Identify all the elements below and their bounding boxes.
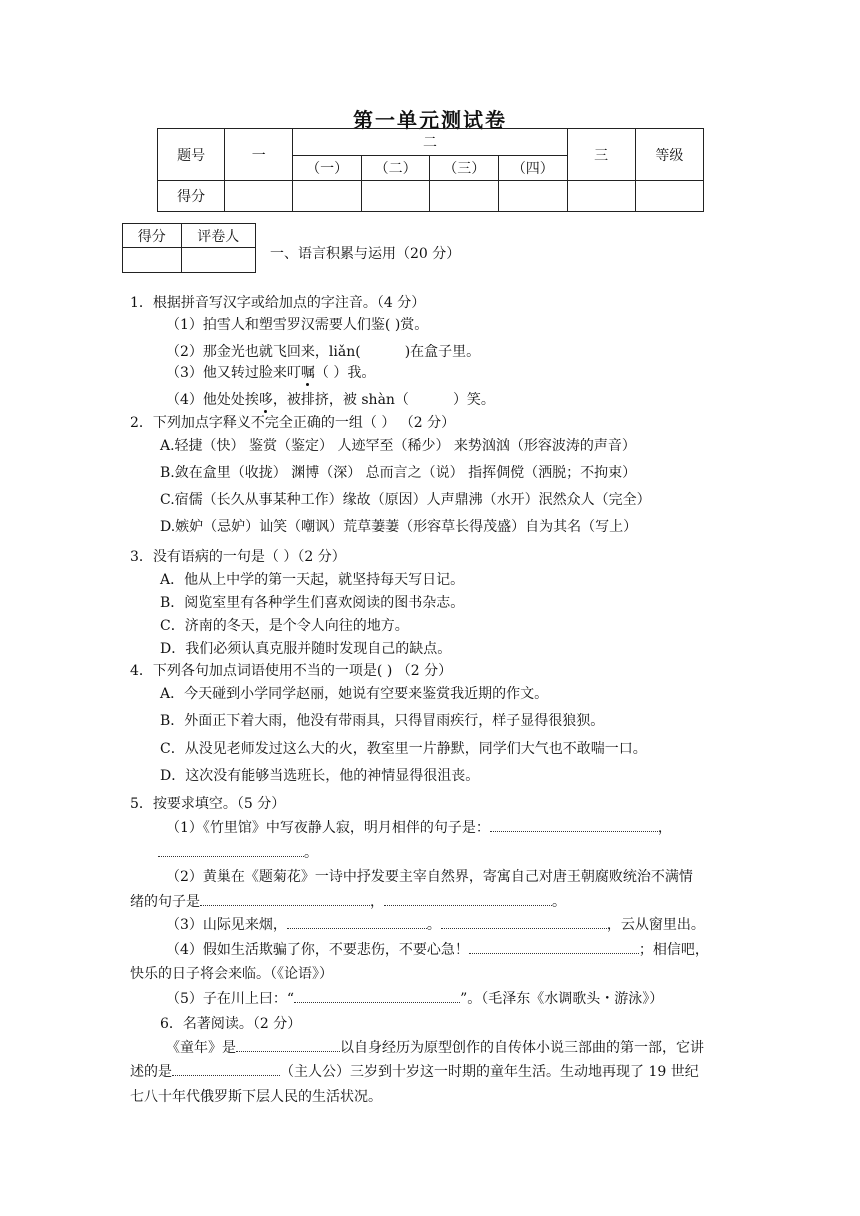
q1-stem: 1．根据拼音写汉字或给加点的字注音。（4 分）: [130, 295, 426, 311]
grader-score-cell[interactable]: [123, 248, 182, 273]
answer-blank[interactable]: [441, 914, 607, 929]
q5-item-4: （4）假如生活欺骗了你，不要悲伤，不要心急！ ；相信吧，: [166, 939, 709, 959]
header-sub-1: （一）: [293, 156, 362, 181]
q2-option-b[interactable]: B.敛在盒里（收拢） 渊博（深） 总而言之（说） 指挥倜傥（洒脱；不拘束）: [160, 465, 637, 481]
score-cell[interactable]: [499, 181, 568, 212]
answer-blank[interactable]: [490, 817, 658, 832]
grader-pingjuan-label: 评卷人: [181, 224, 255, 248]
score-cell[interactable]: [635, 181, 703, 212]
q5-item-4-cont: 快乐的日子将会来临。（《论语》）: [130, 966, 333, 982]
q4-option-b[interactable]: B．外面正下着大雨，他没有带雨具，只得冒雨疾行，样子显得很狼狈。: [160, 713, 605, 729]
answer-blank[interactable]: [200, 891, 370, 906]
header-sub-4: （四）: [499, 156, 568, 181]
header-sub-2: （二）: [361, 156, 430, 181]
q2-option-d[interactable]: D.嫉妒（忌妒）讪笑（嘲讽）荒草萋萋（形容草长得茂盛）自为其名（写上）: [160, 519, 638, 535]
section-heading: 一、语言积累与运用（20 分）: [270, 246, 461, 262]
header-tihao: 题号: [158, 129, 225, 181]
answer-blank[interactable]: [172, 1061, 280, 1076]
header-sub-3: （三）: [430, 156, 499, 181]
q4-stem: 4．下列各句加点词语使用不当的一项是( ) （2 分）: [130, 663, 453, 679]
q3-option-b[interactable]: B．阅览室里有各种学生们喜欢阅读的图书杂志。: [160, 595, 465, 611]
q5-item-2-cont: 绪的句子是 ， 。: [130, 891, 566, 911]
header-part-2: 二: [293, 129, 567, 156]
q4-option-a[interactable]: A．今天碰到小学同学赵丽，她说有空要来鉴赏我近期的作文。: [160, 686, 549, 702]
grader-name-cell[interactable]: [181, 248, 255, 273]
q5-item-2: （2）黄巢在《题菊花》一诗中抒发要主宰自然界，寄寓自己对唐王朝腐败统治不满情: [166, 869, 693, 885]
header-grade: 等级: [635, 129, 703, 181]
q5-item-1: （1）《竹里馆》中写夜静人寂，明月相伴的句子是： ，: [166, 817, 672, 837]
answer-blank[interactable]: [287, 914, 427, 929]
q5-item-5: （5）子在川上曰：“ ”。（毛泽东《水调歌头・游泳》）: [166, 988, 663, 1008]
q3-stem: 3．没有语病的一句是（ ）（2 分）: [130, 549, 346, 565]
q6-line-2: 述的是 （主人公）三岁到十岁这一时期的童年生活。生动地再现了 19 世纪: [130, 1061, 699, 1081]
score-cell[interactable]: [567, 181, 635, 212]
score-table: [157, 128, 704, 212]
row-label-defen: 得分: [158, 181, 225, 212]
q5-item-3: （3）山际见来烟， 。 ，云从窗里出。: [166, 914, 705, 934]
answer-blank[interactable]: [384, 891, 552, 906]
q4-option-c[interactable]: C．从没见老师发过这么大的火，教室里一片静默，同学们大气也不敢喘一口。: [160, 741, 647, 757]
answer-blank[interactable]: ( ): [384, 317, 401, 333]
q2-option-c[interactable]: C.宿儒（长久从事某种工作）缘故（原因）人声鼎沸（水开）泯然众人（完全）: [160, 492, 651, 508]
q1-item-2: （2）那金光也就飞回来，liǎn( )在盒子里。: [166, 344, 481, 360]
q2-option-a[interactable]: A.轻捷（快） 鉴赏（鉴定） 人迹罕至（稀少） 来势汹汹（形容波涛的声音）: [160, 438, 636, 454]
grader-box: [122, 223, 256, 273]
q6-line-1: 《童年》是 以自身经历为原型创作的自传体小说三部曲的第一部，它讲: [166, 1037, 704, 1057]
answer-blank[interactable]: [158, 842, 304, 857]
page-title: 第一单元测试卷: [353, 108, 507, 132]
q5-stem: 5．按要求填空。（5 分）: [130, 796, 286, 812]
answer-blank[interactable]: [294, 988, 460, 1003]
score-cell[interactable]: [361, 181, 430, 212]
q3-option-c[interactable]: C．济南的冬天，是个令人向往的地方。: [160, 618, 409, 634]
header-part-3: 三: [567, 129, 635, 181]
score-cell[interactable]: [293, 181, 362, 212]
q2-stem: 2．下列加点字释义不完全正确的一组（ ） （2 分）: [130, 415, 456, 431]
score-cell[interactable]: [225, 181, 293, 212]
q6-line-3: 七八十年代俄罗斯下层人民的生活状况。: [130, 1089, 382, 1105]
q3-option-a[interactable]: A．他从上中学的第一天起，就坚持每天写日记。: [160, 572, 465, 588]
q1-item-1: （1）拍雪人和塑雪罗汉需要人们鉴( )赏。: [166, 317, 429, 333]
answer-blank[interactable]: [469, 939, 639, 954]
grader-defen-label: 得分: [123, 224, 182, 248]
answer-blank[interactable]: （ ）我。: [314, 365, 376, 381]
q6-stem: 6．名著阅读。（2 分）: [160, 1016, 302, 1032]
q5-item-1-cont: 。: [158, 842, 318, 862]
q1-item-3: （3）他又转过脸来叮嘱（ ）我。: [166, 365, 376, 381]
answer-blank[interactable]: [236, 1037, 340, 1052]
score-cell[interactable]: [430, 181, 499, 212]
q4-option-d[interactable]: D．这次没有能够当选班长，他的神情显得很沮丧。: [160, 768, 480, 784]
q1-item-4: （4）他处处挨哆，被排挤，被 shàn（ ）笑。: [166, 392, 495, 408]
q3-option-d[interactable]: D．我们必须认真克服并随时发现自己的缺点。: [160, 641, 452, 657]
header-part-1: 一: [225, 129, 293, 181]
